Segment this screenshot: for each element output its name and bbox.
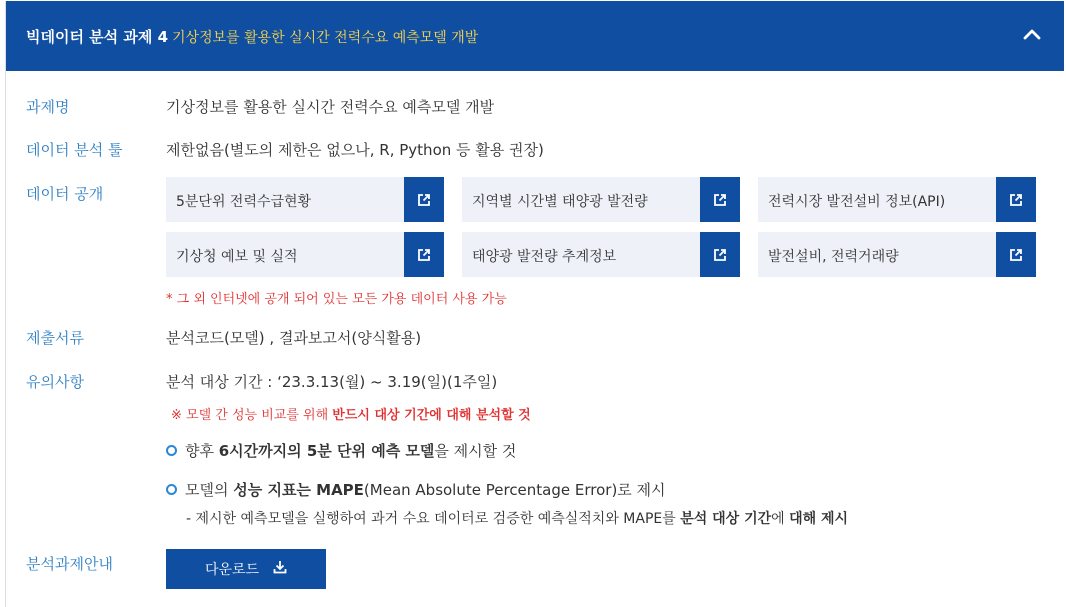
chevron-up-icon[interactable]: [1020, 23, 1044, 47]
subline-text: 에: [771, 511, 790, 527]
tool-value: 제한없음(별도의 제한은 없으나, R, Python 등 활용 권장): [166, 141, 544, 159]
external-link-icon[interactable]: [404, 232, 444, 277]
download-label: 다운로드: [204, 562, 260, 578]
panel-title: [26, 26, 478, 47]
caution-subline: [186, 508, 848, 528]
data-public-note: * 그 외 인터넷에 공개 되어 있는 모든 가용 데이터 사용 가능: [166, 292, 507, 307]
tool-label: 데이터 분석 툴: [26, 141, 123, 159]
external-link-icon[interactable]: [404, 177, 444, 222]
data-link-label: 발전설비, 전력거래량: [768, 249, 899, 265]
submission-label: 제출서류: [26, 329, 84, 347]
data-link-label: 5분단위 전력수급현황: [176, 194, 312, 210]
download-icon: [273, 560, 287, 578]
bullet-circle-icon: [166, 445, 177, 456]
task-number: 빅데이터 분석 과제 4: [26, 28, 169, 46]
warning-emphasis: 반드시 대상 기간에 대해 분석할 것: [332, 408, 531, 423]
data-public-label: 데이터 공개: [26, 185, 104, 203]
external-link-icon[interactable]: [700, 177, 740, 222]
panel-body: [6, 71, 1064, 607]
caution-bullet-2: [166, 479, 666, 500]
data-link-card[interactable]: [758, 177, 1036, 222]
analysis-period: 분석 대상 기간 : ‘23.3.13(월) ~ 3.19(일)(1주일): [166, 373, 498, 391]
task-subtitle: 기상정보를 활용한 실시간 전력수요 예측모델 개발: [172, 30, 479, 46]
data-link-card[interactable]: [462, 232, 740, 277]
panel-header[interactable]: [6, 1, 1064, 71]
external-link-icon[interactable]: [996, 232, 1036, 277]
data-link-card[interactable]: [462, 177, 740, 222]
external-link-icon[interactable]: [996, 177, 1036, 222]
data-link-label: 기상청 예보 및 실적: [176, 249, 298, 265]
caution-bullet-1: [166, 440, 516, 461]
task-panel: [5, 1, 1063, 607]
bullet-text: 모델의: [185, 481, 234, 499]
data-link-card[interactable]: [166, 177, 444, 222]
data-link-card[interactable]: [758, 232, 1036, 277]
subline-emphasis: 분석 대상 기간: [680, 511, 772, 527]
subline-emphasis: 대해 제시: [789, 511, 849, 527]
download-button[interactable]: [166, 549, 326, 589]
caution-warning: [171, 404, 531, 423]
subline-text: - 제시한 예측모델을 실행하여 과거 수요 데이터로 검증한 예측실적치와 MAPE를: [186, 511, 681, 527]
bullet-circle-icon: [166, 484, 177, 495]
submission-value: 분석코드(모델) , 결과보고서(양식활용): [166, 329, 422, 347]
bullet-text: (Mean Absolute Percentage Error)로 제시: [363, 481, 666, 499]
bullet-emphasis: 6시간까지의 5분 단위 예측 모델: [218, 442, 435, 460]
caution-label: 유의사항: [26, 373, 84, 391]
task-name-value: 기상정보를 활용한 실시간 전력수요 예측모델 개발: [166, 98, 495, 116]
guide-label: 분석과제안내: [26, 555, 113, 573]
bullet-text: 향후: [185, 442, 219, 460]
data-link-label: 전력시장 발전설비 정보(API): [768, 194, 946, 210]
warning-prefix: ※ 모델 간 성능 비교를 위해: [171, 408, 333, 423]
data-link-label: 지역별 시간별 태양광 발전량: [472, 194, 648, 210]
data-link-card[interactable]: [166, 232, 444, 277]
bullet-text: 을 제시할 것: [434, 442, 517, 460]
data-link-label: 태양광 발전량 추계정보: [472, 249, 617, 265]
bullet-emphasis: 성능 지표는 MAPE: [233, 481, 364, 499]
external-link-icon[interactable]: [700, 232, 740, 277]
task-name-label: 과제명: [26, 98, 70, 116]
